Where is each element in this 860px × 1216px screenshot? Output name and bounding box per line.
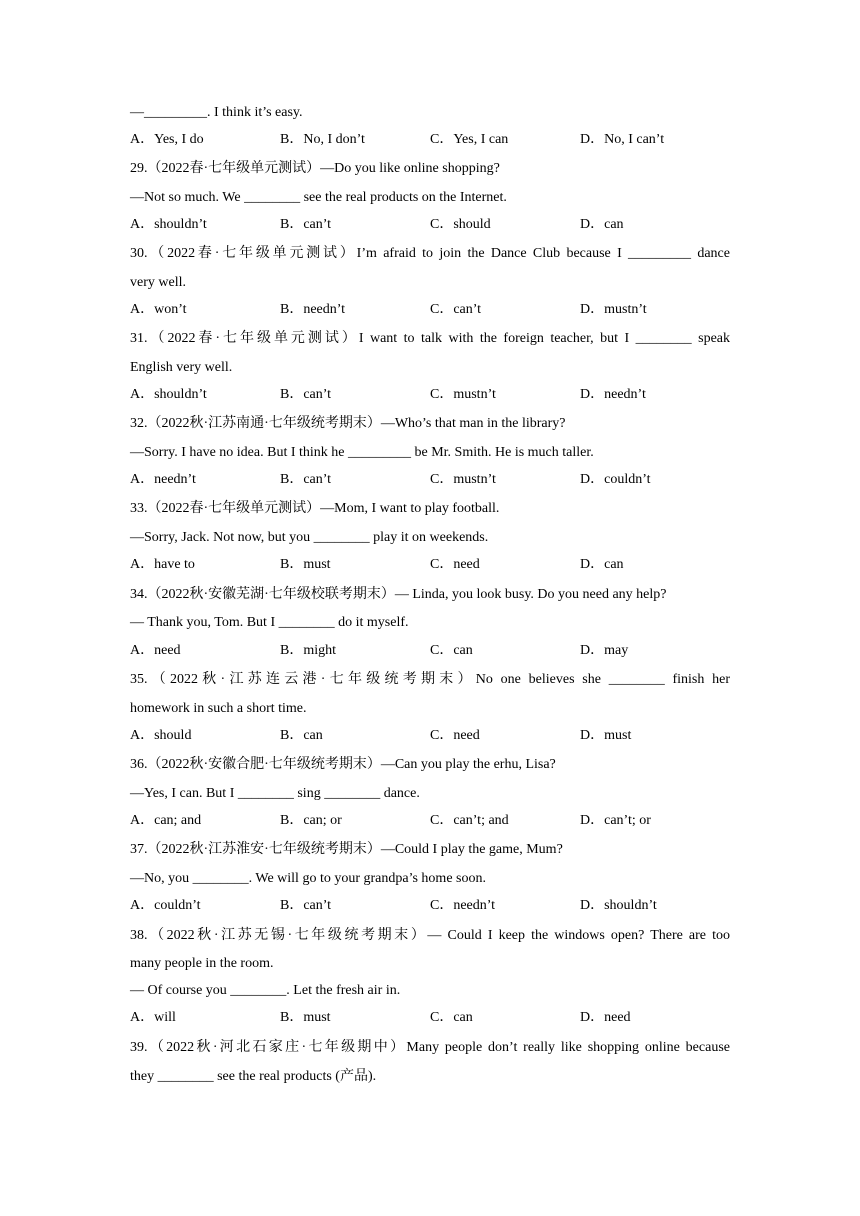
q32-option-c: C．mustn’t: [430, 472, 496, 487]
q36-option-b: B．can; or: [280, 813, 342, 828]
q37-option-c: C．needn’t: [430, 898, 496, 913]
q28-option-b: B．No, I don’t: [280, 132, 365, 147]
q32-option-a: A．needn’t: [130, 472, 196, 487]
q38-reply: — Of course you ________. Let the fresh air in.: [130, 983, 401, 998]
q37-option-b: B．can’t: [280, 898, 332, 913]
q37-option-d: D．shouldn’t: [580, 898, 657, 913]
q30-option-d: D．mustn’t: [580, 302, 647, 317]
q28-option-a: A．Yes, I do: [130, 132, 204, 147]
q35-option-d: D．must: [580, 728, 632, 743]
q35-option-b: B．can: [280, 728, 323, 743]
q31-option-d: D．needn’t: [580, 387, 646, 402]
q35-option-a: A．should: [130, 728, 192, 743]
q39-stem-line2: they ________ see the real products (产品).: [130, 1069, 377, 1084]
q28-option-d: D．No, I can’t: [580, 132, 665, 147]
q38-stem-line2: many people in the room.: [130, 956, 274, 971]
q36-option-a: A．can; and: [130, 813, 202, 828]
q37-stem: 37.（2022秋·江苏淮安·七年级统考期末）—Could I play the game, Mum?: [130, 842, 563, 857]
q31-stem-line2: English very well.: [130, 360, 233, 375]
q36-stem: 36.（2022秋·安徽合肥·七年级统考期末）—Can you play the erhu, Lisa?: [130, 757, 556, 772]
q28-option-c: C．Yes, I can: [430, 132, 509, 147]
q38-option-c: C．can: [430, 1010, 473, 1025]
q32-reply: —Sorry. I have no idea. But I think he _________ be Mr. Smith. He is much taller.: [130, 445, 594, 460]
q37-option-a: A．couldn’t: [130, 898, 201, 913]
q34-stem: 34.（2022秋·安徽芜湖·七年级校联考期末）— Linda, you look busy. Do you need any help?: [130, 587, 667, 602]
q31-option-c: C．mustn’t: [430, 387, 496, 402]
q30-option-a: A．won’t: [130, 302, 187, 317]
q31-stem-line1: 31.（2022春·七年级单元测试）I want to talk with the foreign teacher, but I ________ speak: [130, 331, 730, 346]
q38-option-b: B．must: [280, 1010, 331, 1025]
q32-option-d: D．couldn’t: [580, 472, 651, 487]
q34-option-c: C．can: [430, 643, 473, 658]
q30-stem-line1: 30.（2022春·七年级单元测试）I’m afraid to join the Dance Club because I _________ dance: [130, 246, 730, 261]
q38-option-d: D．need: [580, 1010, 631, 1025]
q37-reply: —No, you ________. We will go to your grandpa’s home soon.: [130, 871, 486, 886]
q33-reply: —Sorry, Jack. Not now, but you ________ play it on weekends.: [130, 530, 489, 545]
q31-option-a: A．shouldn’t: [130, 387, 207, 402]
q31-option-b: B．can’t: [280, 387, 332, 402]
q35-option-c: C．need: [430, 728, 480, 743]
q29-option-b: B．can’t: [280, 217, 332, 232]
q32-option-b: B．can’t: [280, 472, 332, 487]
q33-option-b: B．must: [280, 557, 331, 572]
q38-option-a: A．will: [130, 1010, 176, 1025]
q34-option-a: A．need: [130, 643, 181, 658]
q34-option-d: D．may: [580, 643, 629, 658]
q39-stem-line1: 39.（2022秋·河北石家庄·七年级期中）Many people don’t really like shopping online because: [130, 1040, 730, 1055]
q29-option-c: C．should: [430, 217, 491, 232]
q38-stem-line1: 38.（2022秋·江苏无锡·七年级统考期末）— Could I keep the windows open? There are too: [130, 928, 730, 943]
q29-reply: —Not so much. We ________ see the real products on the Internet.: [130, 190, 507, 205]
q29-option-d: D．can: [580, 217, 624, 232]
q36-option-c: C．can’t; and: [430, 813, 509, 828]
q34-option-b: B．might: [280, 643, 337, 658]
q28-answer-line: —_________. I think it’s easy.: [130, 105, 303, 120]
q36-option-d: D．can’t; or: [580, 813, 651, 828]
q35-stem-line2: homework in such a short time.: [130, 701, 307, 716]
q35-stem-line1: 35.（2022秋·江苏连云港·七年级统考期末）No one believes she ________ finish her: [130, 672, 730, 687]
q29-stem: 29.（2022春·七年级单元测试）—Do you like online shopping?: [130, 161, 500, 176]
q32-stem: 32.（2022秋·江苏南通·七年级统考期末）—Who’s that man in the library?: [130, 416, 566, 431]
q30-option-c: C．can’t: [430, 302, 482, 317]
q33-option-d: D．can: [580, 557, 624, 572]
q29-option-a: A．shouldn’t: [130, 217, 207, 232]
q33-option-a: A．have to: [130, 557, 195, 572]
q34-reply: — Thank you, Tom. But I ________ do it myself.: [130, 615, 409, 630]
q33-option-c: C．need: [430, 557, 480, 572]
q30-option-b: B．needn’t: [280, 302, 346, 317]
q33-stem: 33.（2022春·七年级单元测试）—Mom, I want to play football.: [130, 501, 500, 516]
q30-stem-line2: very well.: [130, 275, 186, 290]
q36-reply: —Yes, I can. But I ________ sing ________ dance.: [130, 786, 420, 801]
